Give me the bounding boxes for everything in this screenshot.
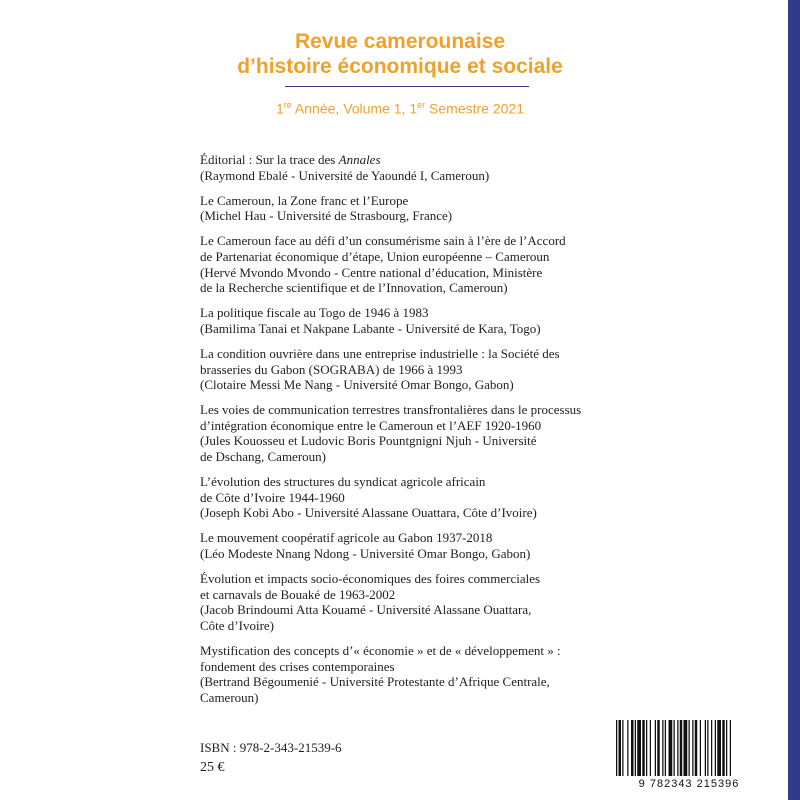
barcode-bar: [616, 720, 617, 776]
barcode-number: 9 782343 215396: [638, 778, 740, 790]
toc-line-text: L’évolution des structures du syndicat agricole africain: [200, 474, 486, 490]
toc-line-text: et carnavals de Bouaké de 1963-2002: [200, 586, 396, 602]
toc-line-text: (Hervé Mvondo Mvondo - Centre national d’éducation, Ministère: [200, 264, 543, 280]
toc-entry: [200, 530, 580, 561]
toc-entry-line: [200, 571, 580, 587]
barcode-bar: [722, 720, 725, 776]
toc-line-text: Le mouvement coopératif agricole au Gabon 1937-2018: [200, 530, 493, 546]
toc-entry-line: [200, 474, 580, 490]
toc-entry-line: [200, 265, 580, 281]
subtitle-superscript: er: [417, 100, 426, 110]
toc-line-text: (Jacob Brindoumi Atta Kouamé - Université Alassane Ouattara,: [200, 602, 532, 618]
toc-line-text: (Clotaire Messi Me Nang - Université Omar Bongo, Gabon): [200, 377, 514, 393]
issue-subtitle: [0, 96, 800, 118]
toc-entry: [200, 152, 580, 183]
price-text: 25 €: [200, 760, 225, 775]
toc-entry-line: [200, 602, 580, 618]
toc-entry-line: [200, 505, 580, 521]
toc-line-text: (Léo Modeste Nnang Ndong - Université Omar Bongo, Gabon): [200, 545, 531, 561]
toc-line-text: Mystification des concepts d’« économie » et de « développement » :: [200, 642, 561, 658]
barcode-bar: [655, 720, 656, 776]
subtitle-superscript: re: [283, 100, 292, 110]
barcode-bar: [717, 720, 721, 776]
toc-line-text: (Bamilima Tanai et Nakpane Labante - Université de Kara, Togo): [200, 320, 541, 336]
toc-entry-line: [200, 402, 580, 418]
toc-entry-line: [200, 546, 580, 562]
subtitle-part: Année, Volume 1, 1: [291, 100, 418, 117]
barcode-bar: [657, 720, 660, 776]
barcode-bar: [662, 720, 663, 776]
toc-line-text: de la Recherche scientifique et de l’Innovation, Cameroun): [200, 280, 508, 296]
toc-entry-line: [200, 346, 580, 362]
toc-entry-line: [200, 208, 580, 224]
toc-line-text: brasseries du Gabon (SOGRABA) de 1966 à 1993: [200, 361, 463, 377]
toc-line-text: (Joseph Kobi Abo - Université Alassane Ouattara, Côte d’Ivoire): [200, 505, 537, 521]
toc-italic-title: Annales: [338, 152, 381, 167]
barcode-bars: [604, 716, 774, 778]
toc-entry-line: [200, 233, 580, 249]
toc-entry-line: [200, 362, 580, 378]
toc-entry-line: [200, 530, 580, 546]
toc-entry-line: [200, 690, 580, 706]
toc-entry-line: [200, 418, 580, 434]
toc-line-text: Cameroun): [200, 689, 259, 705]
barcode-bar: [680, 720, 683, 776]
toc-entry-line: [200, 618, 580, 634]
toc-entry-line: [200, 433, 580, 449]
barcode-bar: [674, 720, 675, 776]
toc-line-text: Le Cameroun, la Zone franc et l’Europe: [200, 192, 409, 208]
toc-entry: [200, 402, 580, 464]
barcode-bar: [642, 720, 645, 776]
barcode-bar: [705, 720, 706, 776]
toc-entry: [200, 643, 580, 705]
toc-entry-line: [200, 193, 580, 209]
barcode-bar: [692, 720, 693, 776]
toc-entry: [200, 346, 580, 393]
journal-title-line1: Revue camerounaise: [294, 30, 506, 53]
toc-entry: [200, 571, 580, 633]
toc-line-text: fondement des crises contemporaines: [200, 658, 395, 674]
toc-entry-line: [200, 249, 580, 265]
barcode-bar: [637, 720, 641, 776]
toc-entry-line: [200, 643, 580, 659]
barcode-bar: [689, 720, 690, 776]
toc-line-text: La condition ouvrière dans une entreprise industrielle : la Société des: [200, 345, 560, 361]
barcode-bar: [635, 720, 636, 776]
toc-entry: [200, 305, 580, 336]
book-spine: [788, 0, 800, 800]
barcode-bar: [695, 720, 698, 776]
toc-entry-line: [200, 280, 580, 296]
barcode-bar: [711, 720, 712, 776]
toc-line-text: Côte d’Ivoire): [200, 617, 275, 633]
barcode-bar: [669, 720, 673, 776]
barcode-bar: [715, 720, 716, 776]
journal-title-line2: d’histoire économique et sociale: [237, 55, 563, 78]
barcode-bar: [646, 720, 647, 776]
toc-entry-line: [200, 449, 580, 465]
toc-entry-line: [200, 490, 580, 506]
toc-line-text: Les voies de communication terrestres transfrontalières dans le processus: [200, 402, 582, 418]
toc-entry-line: [200, 321, 580, 337]
toc-line-text: de Dschang, Cameroun): [200, 449, 326, 464]
toc-line-text: (Michel Hau - Université de Strasbourg, France): [200, 208, 453, 224]
toc-line-text: Éditorial : Sur la trace des: [200, 152, 339, 167]
toc-line-text: d’intégration économique entre le Cameroun et l’AEF 1920-1960: [200, 417, 542, 433]
toc-entry: [200, 474, 580, 521]
toc-entry-line: [200, 587, 580, 603]
toc-line-text: Évolution et impacts socio-économiques des foires commerciales: [200, 571, 541, 587]
barcode-bar: [650, 720, 651, 776]
toc-line-text: La politique fiscale au Togo de 1946 à 1983: [200, 305, 429, 321]
barcode-bar: [627, 720, 628, 776]
toc-entry-line: [200, 305, 580, 321]
barcode-bar: [700, 720, 701, 776]
subtitle-part: 1: [276, 100, 284, 117]
toc-line-text: Le Cameroun face au défi d’un consumérisme sain à l’ère de l’Accord: [200, 233, 566, 249]
subtitle-part: Semestre 2021: [425, 100, 524, 117]
toc-line-text: de Partenariat économique d’étape, Union européenne – Cameroun: [200, 248, 550, 264]
barcode-bar: [631, 720, 634, 776]
barcode-bar: [730, 720, 731, 776]
toc-entry-line: [200, 168, 580, 184]
barcode-bar: [707, 720, 708, 776]
barcode-bar: [665, 720, 666, 776]
isbn-text: ISBN : 978-2-343-21539-6: [200, 740, 342, 755]
toc-line-text: de Côte d’Ivoire 1944-1960: [200, 489, 345, 505]
barcode-bar: [726, 720, 727, 776]
toc-entry: [200, 233, 580, 295]
toc-entry-line: [200, 152, 580, 168]
barcode-bar: [622, 720, 623, 776]
barcode-bar: [684, 720, 688, 776]
toc-entry-line: [200, 377, 580, 393]
toc-line-text: (Raymond Ebalé - Université de Yaoundé I, Cameroun): [200, 167, 490, 183]
toc-entry-line: [200, 674, 580, 690]
toc-line-text: (Jules Kouosseu et Ludovic Boris Pountgnigni Njuh - Université: [200, 433, 537, 449]
table-of-contents: [200, 152, 580, 715]
title-divider: [285, 86, 529, 87]
barcode-bar: [677, 720, 678, 776]
toc-entry-line: [200, 659, 580, 675]
isbn-barcode: [604, 716, 774, 791]
toc-line-text: (Bertrand Bégoumenié - Université Protestante d’Afrique Centrale,: [200, 674, 550, 690]
barcode-bar: [619, 720, 622, 776]
toc-entry: [200, 193, 580, 224]
